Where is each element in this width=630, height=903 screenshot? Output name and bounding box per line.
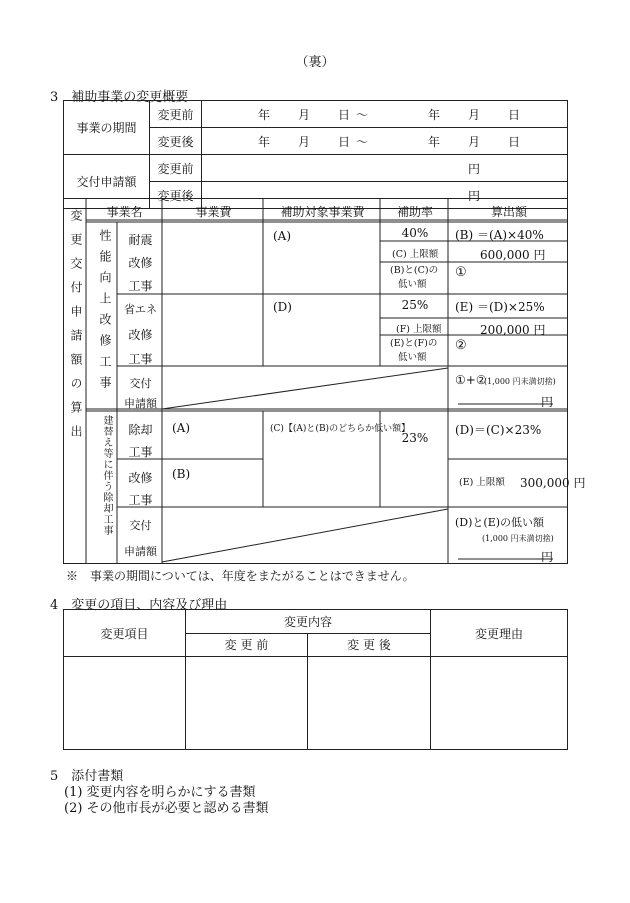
change-before-header: 変 更 前 [186, 633, 308, 657]
header-rate: 補助率 [396, 205, 433, 219]
day-label: 日 [338, 108, 351, 122]
energy-name-3: 工事 [128, 352, 153, 366]
day-label: 日 [338, 135, 351, 149]
period-grant-table [63, 100, 568, 209]
perf-label: 性能向上改修工事 [98, 229, 112, 397]
year-label: 年 [258, 108, 271, 122]
attachment-item: (1) 変更内容を明らかにする書類 [64, 785, 256, 800]
change-reason-header: 変更理由 [431, 610, 568, 657]
demo-apply-label-2: 申請額 [124, 545, 157, 558]
change-content-header: 変更内容 [186, 610, 431, 634]
day-label: 日 [508, 108, 521, 122]
change-item-cell[interactable] [64, 657, 186, 750]
yen-unit: 円 [468, 189, 481, 203]
sum-yen: 円 [541, 395, 554, 409]
demo-rate: 23% [401, 431, 429, 445]
demo-cap-value: 300,000 円 [520, 476, 586, 490]
demo-eligible-C: (C)【(A)と(B)のどちらか低い額】 [270, 424, 411, 434]
demolition-name-1: 除却 [128, 423, 153, 437]
grant-after-label: 変更後 [150, 182, 202, 209]
section5-heading: 5 添付書類 [50, 769, 124, 784]
change-reason-cell[interactable] [431, 657, 568, 750]
tilde: ～ [356, 135, 369, 149]
demo-cost-A: (A) [172, 421, 191, 435]
demo-low: (D)と(E)の低い額 [455, 516, 545, 529]
header-cost: 事業費 [195, 205, 232, 219]
grant-label: 交付申請額 [64, 155, 150, 209]
apply-label-2: 申請額 [124, 397, 157, 410]
sum-formula: ①+② [455, 373, 487, 387]
period-after-label: 変更後 [150, 128, 202, 155]
energy-low-label-2: 低い額 [398, 352, 427, 363]
seismic-rate: 40% [401, 226, 429, 240]
circle-one: ① [455, 265, 467, 280]
change-table [63, 609, 568, 750]
day-label: 日 [508, 135, 521, 149]
seismic-eligible-A: (A) [273, 229, 292, 243]
seismic-name-3: 工事 [128, 279, 153, 293]
seismic-cap-value: 600,000 円 [480, 248, 546, 262]
yen-unit: 円 [468, 162, 481, 176]
demo-cost-B: (B) [172, 467, 191, 481]
section3-heading: 3 補助事業の変更概要 [50, 90, 189, 105]
year-label: 年 [428, 108, 441, 122]
energy-cap-label: (F) 上限額 [396, 324, 442, 335]
header-eligible-cost: 補助対象事業費 [280, 205, 365, 219]
period-note: ※ 事業の期間については、年度をまたがることはできません。 [66, 569, 415, 583]
month-label: 月 [298, 135, 311, 149]
period-label: 事業の期間 [64, 101, 150, 155]
grant-before-value[interactable] [202, 155, 568, 182]
demo-apply-label-1: 交付 [129, 519, 152, 532]
section4-heading: 4 変更の項目、内容及び理由 [50, 598, 228, 613]
year-label: 年 [258, 135, 271, 149]
year-label: 年 [428, 135, 441, 149]
energy-cap-value: 200,000 円 [480, 323, 546, 337]
renovation-name-1: 改修 [128, 471, 153, 485]
demo-yen: 円 [541, 550, 554, 564]
energy-low-label-1: (E)と(F)の [390, 338, 438, 349]
period-before-value[interactable] [202, 101, 568, 128]
seismic-cap-label: (C) 上限額 [392, 249, 439, 260]
seismic-name-1: 耐震 [128, 233, 153, 247]
calc-vertical-label: 変更交付申請額の算出 [69, 209, 83, 449]
period-before-label: 変更前 [150, 101, 202, 128]
energy-name-1: 省エネ [124, 303, 157, 316]
energy-rate: 25% [401, 298, 429, 312]
month-label: 月 [468, 135, 481, 149]
month-label: 月 [468, 108, 481, 122]
apply-label-1: 交付 [129, 377, 152, 390]
header-amount: 算出額 [490, 205, 527, 219]
tilde: ～ [356, 108, 369, 122]
energy-name-2: 改修 [128, 328, 153, 342]
sum-note: (1,000 円未満切捨) [484, 377, 556, 386]
seismic-low-label-2: 低い額 [398, 279, 427, 290]
calc-table [63, 198, 586, 564]
change-before-cell[interactable] [186, 657, 308, 750]
demo-note: (1,000 円未満切捨) [482, 534, 554, 543]
demo-cap-label: (E) 上限額 [459, 477, 505, 488]
demo-label: 建替え等に伴う除却工事 [101, 415, 112, 536]
attachment-item: (2) その他市長が必要と認める書類 [64, 801, 269, 816]
grant-before-label: 変更前 [150, 155, 202, 182]
header-project: 事業名 [106, 205, 143, 219]
seismic-formula: (B) ＝(A)×40% [455, 228, 544, 242]
demolition-name-2: 工事 [128, 445, 153, 459]
energy-formula: (E) ＝(D)×25% [455, 300, 545, 314]
month-label: 月 [298, 108, 311, 122]
renovation-name-2: 工事 [128, 493, 153, 507]
change-after-header: 変 更 後 [308, 633, 431, 657]
page-title: （裏） [295, 55, 335, 70]
period-after-value[interactable] [202, 128, 568, 155]
change-item-header: 変更項目 [64, 610, 186, 657]
energy-eligible-D: (D) [273, 300, 292, 314]
change-after-cell[interactable] [308, 657, 431, 750]
seismic-low-label-1: (B)と(C)の [390, 265, 439, 276]
circle-two: ② [455, 338, 467, 353]
demo-formula: (D)＝(C)×23% [455, 423, 542, 437]
seismic-name-2: 改修 [128, 256, 153, 270]
